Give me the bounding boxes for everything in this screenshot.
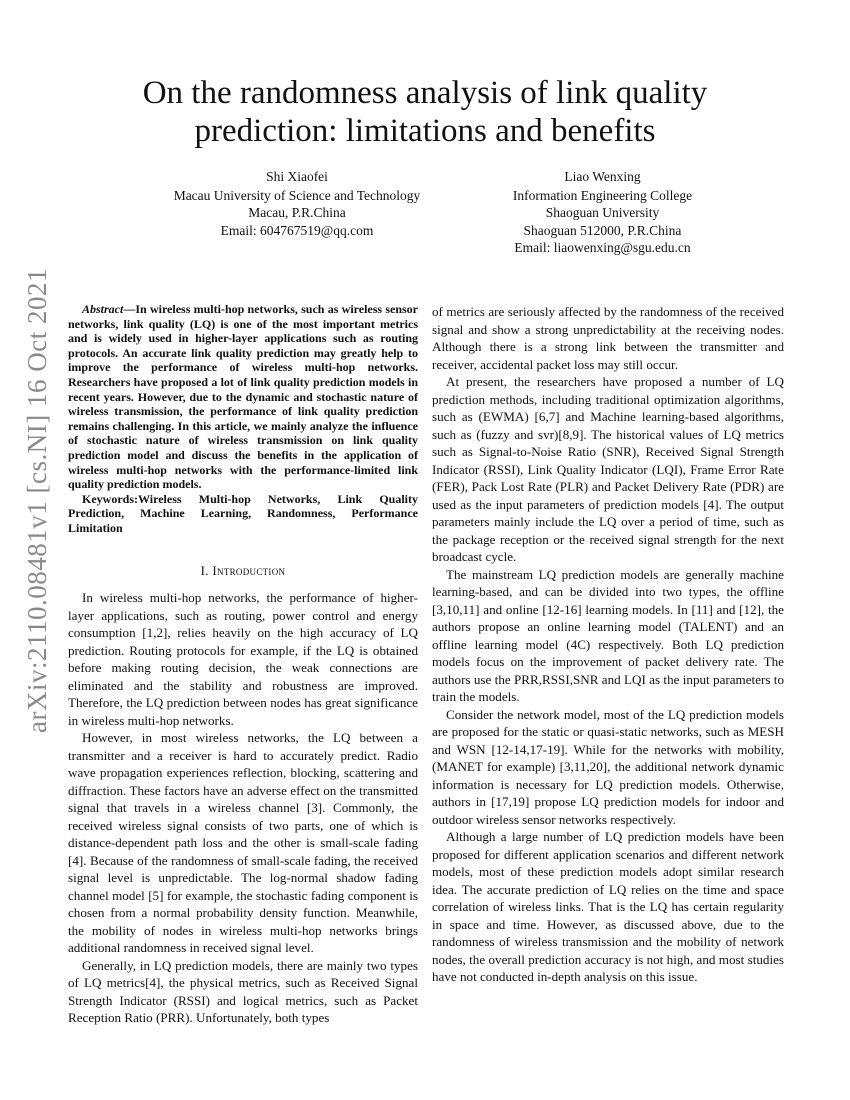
author-name: Shi Xiaofei xyxy=(266,169,328,184)
author-block-1 xyxy=(132,168,462,239)
abstract-text: —In wireless multi-hop networks, such as wireless sensor networks, link quality (LQ) is one of the most important metrics and is widely used in higher-layer applications such as routing protocols. An accurate link quality prediction may greatly help to improve the performance of wireless multi-hop networks. Researchers have proposed a lot of link quality prediction models in recent years. However, due to the dynamic and stochastic nature of wireless transmission, the performance of link quality prediction remains challenging. In this article, we mainly analyze the influence of stochastic nature of wireless transmission on link quality prediction model and discuss the benefits in the application of wireless multi-hop networks with the performance-limited link quality prediction models. xyxy=(68,302,418,492)
author-location: Macau, P.R.China xyxy=(248,205,346,220)
body-paragraph: of metrics are seriously affected by the randomness of the received signal and show a strong unpredictability at the receiving nodes. Although there is a strong link between the transmitter and receiver, accidental packet loss may still occur. xyxy=(432,304,784,372)
title-line-2: prediction: limitations and benefits xyxy=(194,113,656,149)
author-affiliation: Information Engineering College xyxy=(512,187,693,203)
body-paragraph: The mainstream LQ prediction models are generally machine learning-based, and can be divided into two types, the offline [3,10,11] and online [12-16] learning models. In [11] and [12], the authors propose an online learning model (TALENT) and an offline learning model (4C) respectively. Both LQ prediction models focus on the improvement of packet delivery rate. The authors use the PRR,RSSI,SNR and LQI as the input parameters to train the models. xyxy=(432,566,784,704)
body-paragraph: Generally, in LQ prediction models, there are mainly two types of LQ metrics[4], the physical metrics, such as Received Signal Strength Indicator (RSSI) and logical metrics, such as Packet Reception Ratio (PRR). Unfortunately, both types xyxy=(68,957,418,1025)
arxiv-id-label: arXiv:2110.08481v1 [cs.NI] 16 Oct 2021 xyxy=(21,267,52,733)
section-title: Introduction xyxy=(212,562,286,578)
author-name: Liao Wenxing xyxy=(564,169,641,184)
left-column xyxy=(68,302,418,1027)
right-column xyxy=(432,303,784,986)
section-number: I. xyxy=(200,562,213,578)
author-location: Shaoguan 512000, P.R.China xyxy=(523,222,682,238)
body-paragraph: In wireless multi-hop networks, the performance of higher-layer applications, such as routing, power control and energy consumption [1,2], relies heavily on the high accuracy of LQ prediction. Routing protocols for example, if the LQ is obtained before making routing decision, the weak connections are eliminated and the stability and robustness are improved. Therefore, the LQ prediction between nodes has great significance in wireless multi-hop networks. xyxy=(68,590,418,728)
body-paragraph: At present, the researchers have proposed a number of LQ prediction methods, including traditional optimization algorithms, such as (EWMA) [6,7] and Machine learning-based algorithms, such as (fuzzy and svr)[8,9]. The historical values of LQ metrics such as Signal-to-Noise Ratio (SNR), Received Signal Strength Indicator (RSSI), Link Quality Indicator (LQI), Frame Error Rate (FER), Pack Lost Rate (PLR) and Packet Delivery Rate (PDR) are used as the input parameters of prediction models [4]. The output parameters mainly include the LQ over a period of time, such as the package reception or the received signal strength for the next broadcast cycle. xyxy=(432,374,784,564)
abstract xyxy=(68,302,418,492)
body-paragraph: Consider the network model, most of the LQ prediction models are proposed for the static or quasi-static networks, such as MESH and WSN [12-14,17-19]. While for the networks with mobility, (MANET for example) [3,11,20], the additional network dynamic information is necessary for LQ prediction models. Otherwise, authors in [17,19] propose LQ prediction models for indoor and outdoor wireless sensor networks respectively. xyxy=(432,706,784,827)
section-heading-introduction xyxy=(68,562,418,580)
abstract-label: Abstract xyxy=(82,302,124,316)
title-line-1: On the randomness analysis of link quality xyxy=(142,75,708,111)
body-paragraph: However, in most wireless networks, the LQ between a transmitter and a receiver is hard to accurately predict. Radio wave propagation experiences reflection, blocking, scattering and diffraction. These factors have an adverse effect on the transmitted signal that travels in a wireless channel [3]. Commonly, the received wireless signal consists of two parts, one of which is distance-dependent path loss and the other is small-scale fading [4]. Because of the randomness of small-scale fading, the received signal level is unpredictable. The log-normal shadow fading channel model [5] for example, the stochastic fading component is chosen from a normal probability density function. Meanwhile, the mobility of nodes in wireless multi-hop networks brings additional randomness in received signal level. xyxy=(68,730,418,955)
paper-title xyxy=(0,74,850,150)
author-affiliation: Macau University of Science and Technology xyxy=(173,187,421,203)
body-paragraph: Although a large number of LQ prediction models have been proposed for different application scenarios and different network models, most of these prediction models adopt similar research idea. The accurate prediction of LQ relies on the time and space correlation of wireless links. That is the LQ has certain regularity in space and time. However, as discussed above, due to the randomness of wireless transmission and the mobility of network nodes, the overall prediction accuracy is not high, and most studies have not conducted in-depth analysis on this issue. xyxy=(432,829,784,984)
keywords: Keywords:Wireless Multi-hop Networks, Link Quality Prediction, Machine Learning, Randomness, Performance Limitation xyxy=(68,491,418,535)
author-email: Email: liaowenxing@sgu.edu.cn xyxy=(514,240,691,255)
author-block-2 xyxy=(440,168,765,257)
author-institution: Shaoguan University xyxy=(545,205,660,220)
author-email: Email: 604767519@qq.com xyxy=(220,222,374,238)
arxiv-sidebar-stamp xyxy=(12,267,62,733)
